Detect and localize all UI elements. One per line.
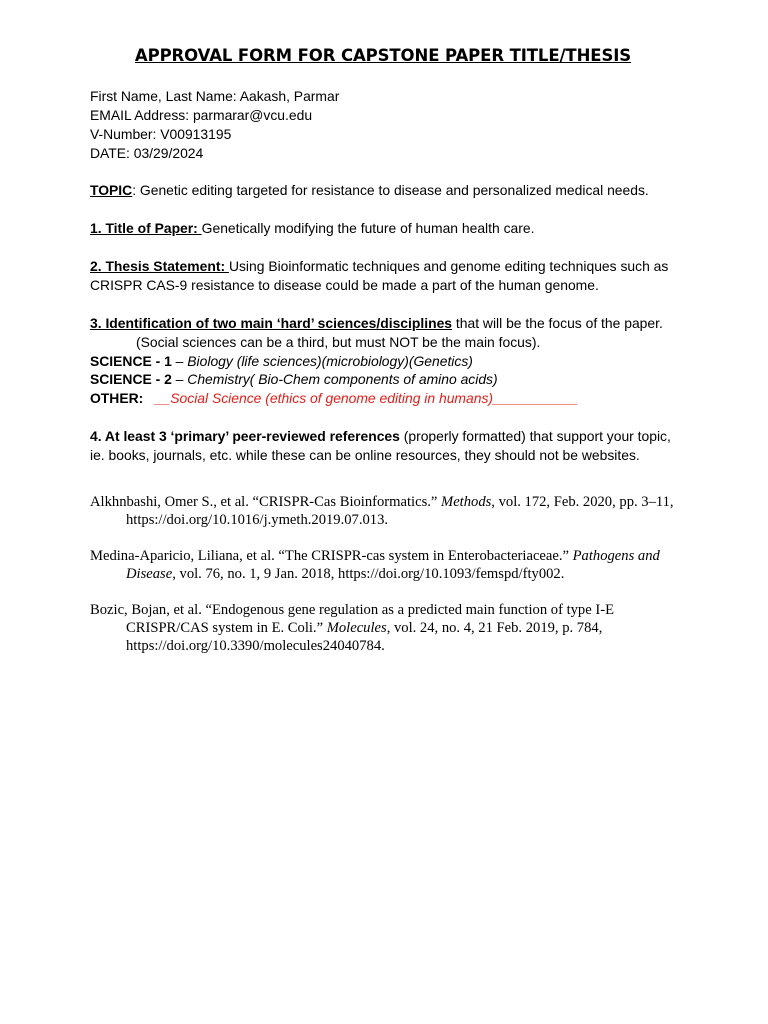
reference-item <box>90 601 676 655</box>
thesis-text: Using Bioinformatic techniques and genome editing techniques such as CRISPR CAS-9 resistance to disease could be made a part of the human genome. <box>90 258 669 293</box>
student-vnumber: V-Number: V00913195 <box>90 125 232 142</box>
references-list <box>90 493 676 655</box>
other-value: __Social Science (ethics of genome editing in humans)___________ <box>154 390 579 407</box>
other-label: OTHER: <box>90 390 144 407</box>
student-info <box>90 87 676 163</box>
reference-journal: Pathogens and Disease <box>126 547 660 582</box>
form-date: DATE: 03/29/2024 <box>90 144 204 161</box>
sciences-label: 3. Identification of two main ‘hard’ sciences/disciplines <box>90 314 453 331</box>
paper-title-section <box>90 219 676 238</box>
reference-details: , vol. 76, no. 1, 9 Jan. 2018, https://doi.org/10.1093/femspd/fty002. <box>172 565 565 582</box>
spacer <box>90 200 676 219</box>
science-1-value: Biology (life sciences)(microbiology)(Genetics) <box>187 352 473 369</box>
student-name: First Name, Last Name: Aakash, Parmar <box>90 87 340 104</box>
reference-text: Bozic, Bojan, et al. “Endogenous gene regulation as a predicted main function of type I-E CRISPR/CAS system in E. Coli.” <box>90 601 614 636</box>
references-intro <box>90 427 676 465</box>
spacer <box>90 163 676 182</box>
reference-text: Medina-Aparicio, Liliana, et al. “The CRISPR-cas system in Enterobacteriaceae.” <box>90 547 573 564</box>
sciences-text: that will be the focus of the paper. <box>452 314 663 331</box>
science-2-separator: – <box>171 371 188 388</box>
science-2-line <box>90 370 676 389</box>
sciences-note: (Social sciences can be a third, but must NOT be the main focus). <box>136 333 541 350</box>
reference-item <box>90 547 676 583</box>
spacer <box>90 408 676 427</box>
science-1-line <box>90 352 676 371</box>
science-1-label: SCIENCE - 1 <box>90 352 172 369</box>
page-title: APPROVAL FORM FOR CAPSTONE PAPER TITLE/THESIS <box>134 46 632 65</box>
topic-section <box>90 181 676 200</box>
reference-journal: Molecules <box>326 619 387 636</box>
science-2-value: Chemistry( Bio-Chem components of amino acids) <box>187 371 498 388</box>
other-line <box>90 389 676 408</box>
paper-title-label: 1. Title of Paper: <box>90 220 202 237</box>
thesis-section <box>90 257 676 295</box>
reference-journal: Methods <box>441 493 492 510</box>
references-intro-label: 4. At least 3 ‘primary’ peer-reviewed references <box>90 428 400 445</box>
spacer <box>90 295 676 314</box>
student-email: EMAIL Address: parmarar@vcu.edu <box>90 106 313 123</box>
paper-title-text: Genetically modifying the future of human health care. <box>201 220 535 237</box>
science-1-separator: – <box>171 352 188 369</box>
reference-item <box>90 493 676 529</box>
sciences-heading <box>90 314 676 333</box>
topic-text: : Genetic editing targeted for resistance to disease and personalized medical needs. <box>132 182 649 199</box>
reference-text: Alkhnbashi, Omer S., et al. “CRISPR-Cas Bioinformatics.” <box>90 493 442 510</box>
thesis-label: 2. Thesis Statement: <box>90 258 229 275</box>
sciences-section <box>90 314 676 409</box>
reference-details: , vol. 24, no. 4, 21 Feb. 2019, p. 784, https://doi.org/10.3390/molecules24040784. <box>126 619 603 654</box>
spacer <box>90 238 676 257</box>
references-intro-text: (properly formatted) that support your topic, ie. books, journals, etc. while these can be online resources, they should not be websites. <box>90 428 671 464</box>
topic-label: TOPIC <box>90 182 133 199</box>
reference-details: , vol. 172, Feb. 2020, pp. 3–11, https://doi.org/10.1016/j.ymeth.2019.07.013. <box>126 493 674 528</box>
science-2-label: SCIENCE - 2 <box>90 371 172 388</box>
